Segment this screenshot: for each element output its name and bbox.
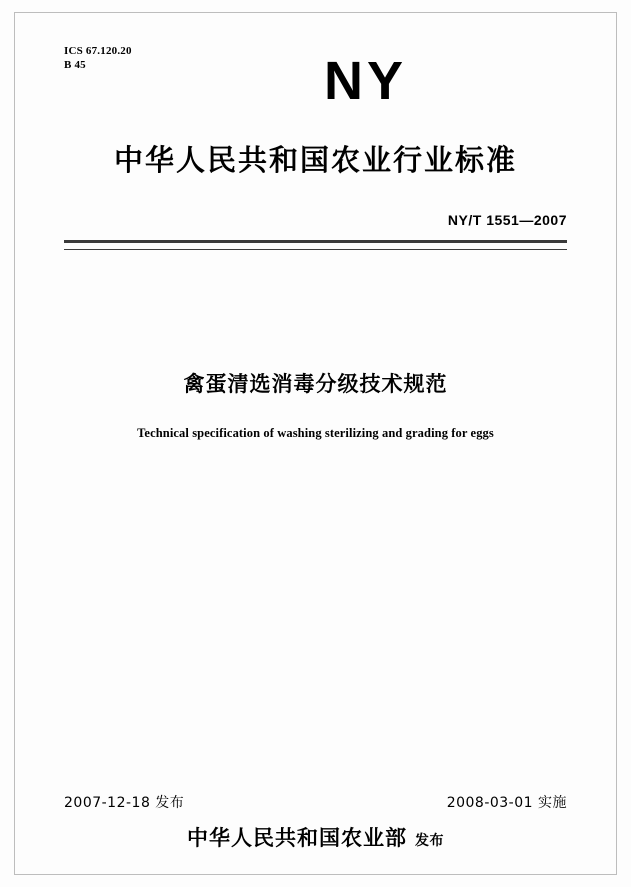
standard-series-title: 中华人民共和国农业行业标准 <box>113 143 517 177</box>
issuing-authority-name: 中华人民共和国农业部 <box>187 826 407 850</box>
ics-code: ICS 67.120.20 <box>64 45 132 57</box>
document-title-english: Technical specification of washing sterilizing and grading for eggs <box>137 426 494 440</box>
implementation-date: 2008-03-01 实施 <box>446 795 567 811</box>
divider-thick <box>64 240 567 243</box>
document-title-chinese: 禽蛋清选消毒分级技术规范 <box>183 372 448 396</box>
issuing-authority <box>0 822 631 852</box>
ny-logo: NY <box>323 51 407 111</box>
issue-date: 2007-12-18 发布 <box>64 795 185 811</box>
ccs-code: B 45 <box>64 59 86 71</box>
issuing-authority-suffix: 发布 <box>415 833 444 849</box>
standard-number: NY/T 1551—2007 <box>447 212 567 228</box>
divider-thin <box>64 249 567 250</box>
